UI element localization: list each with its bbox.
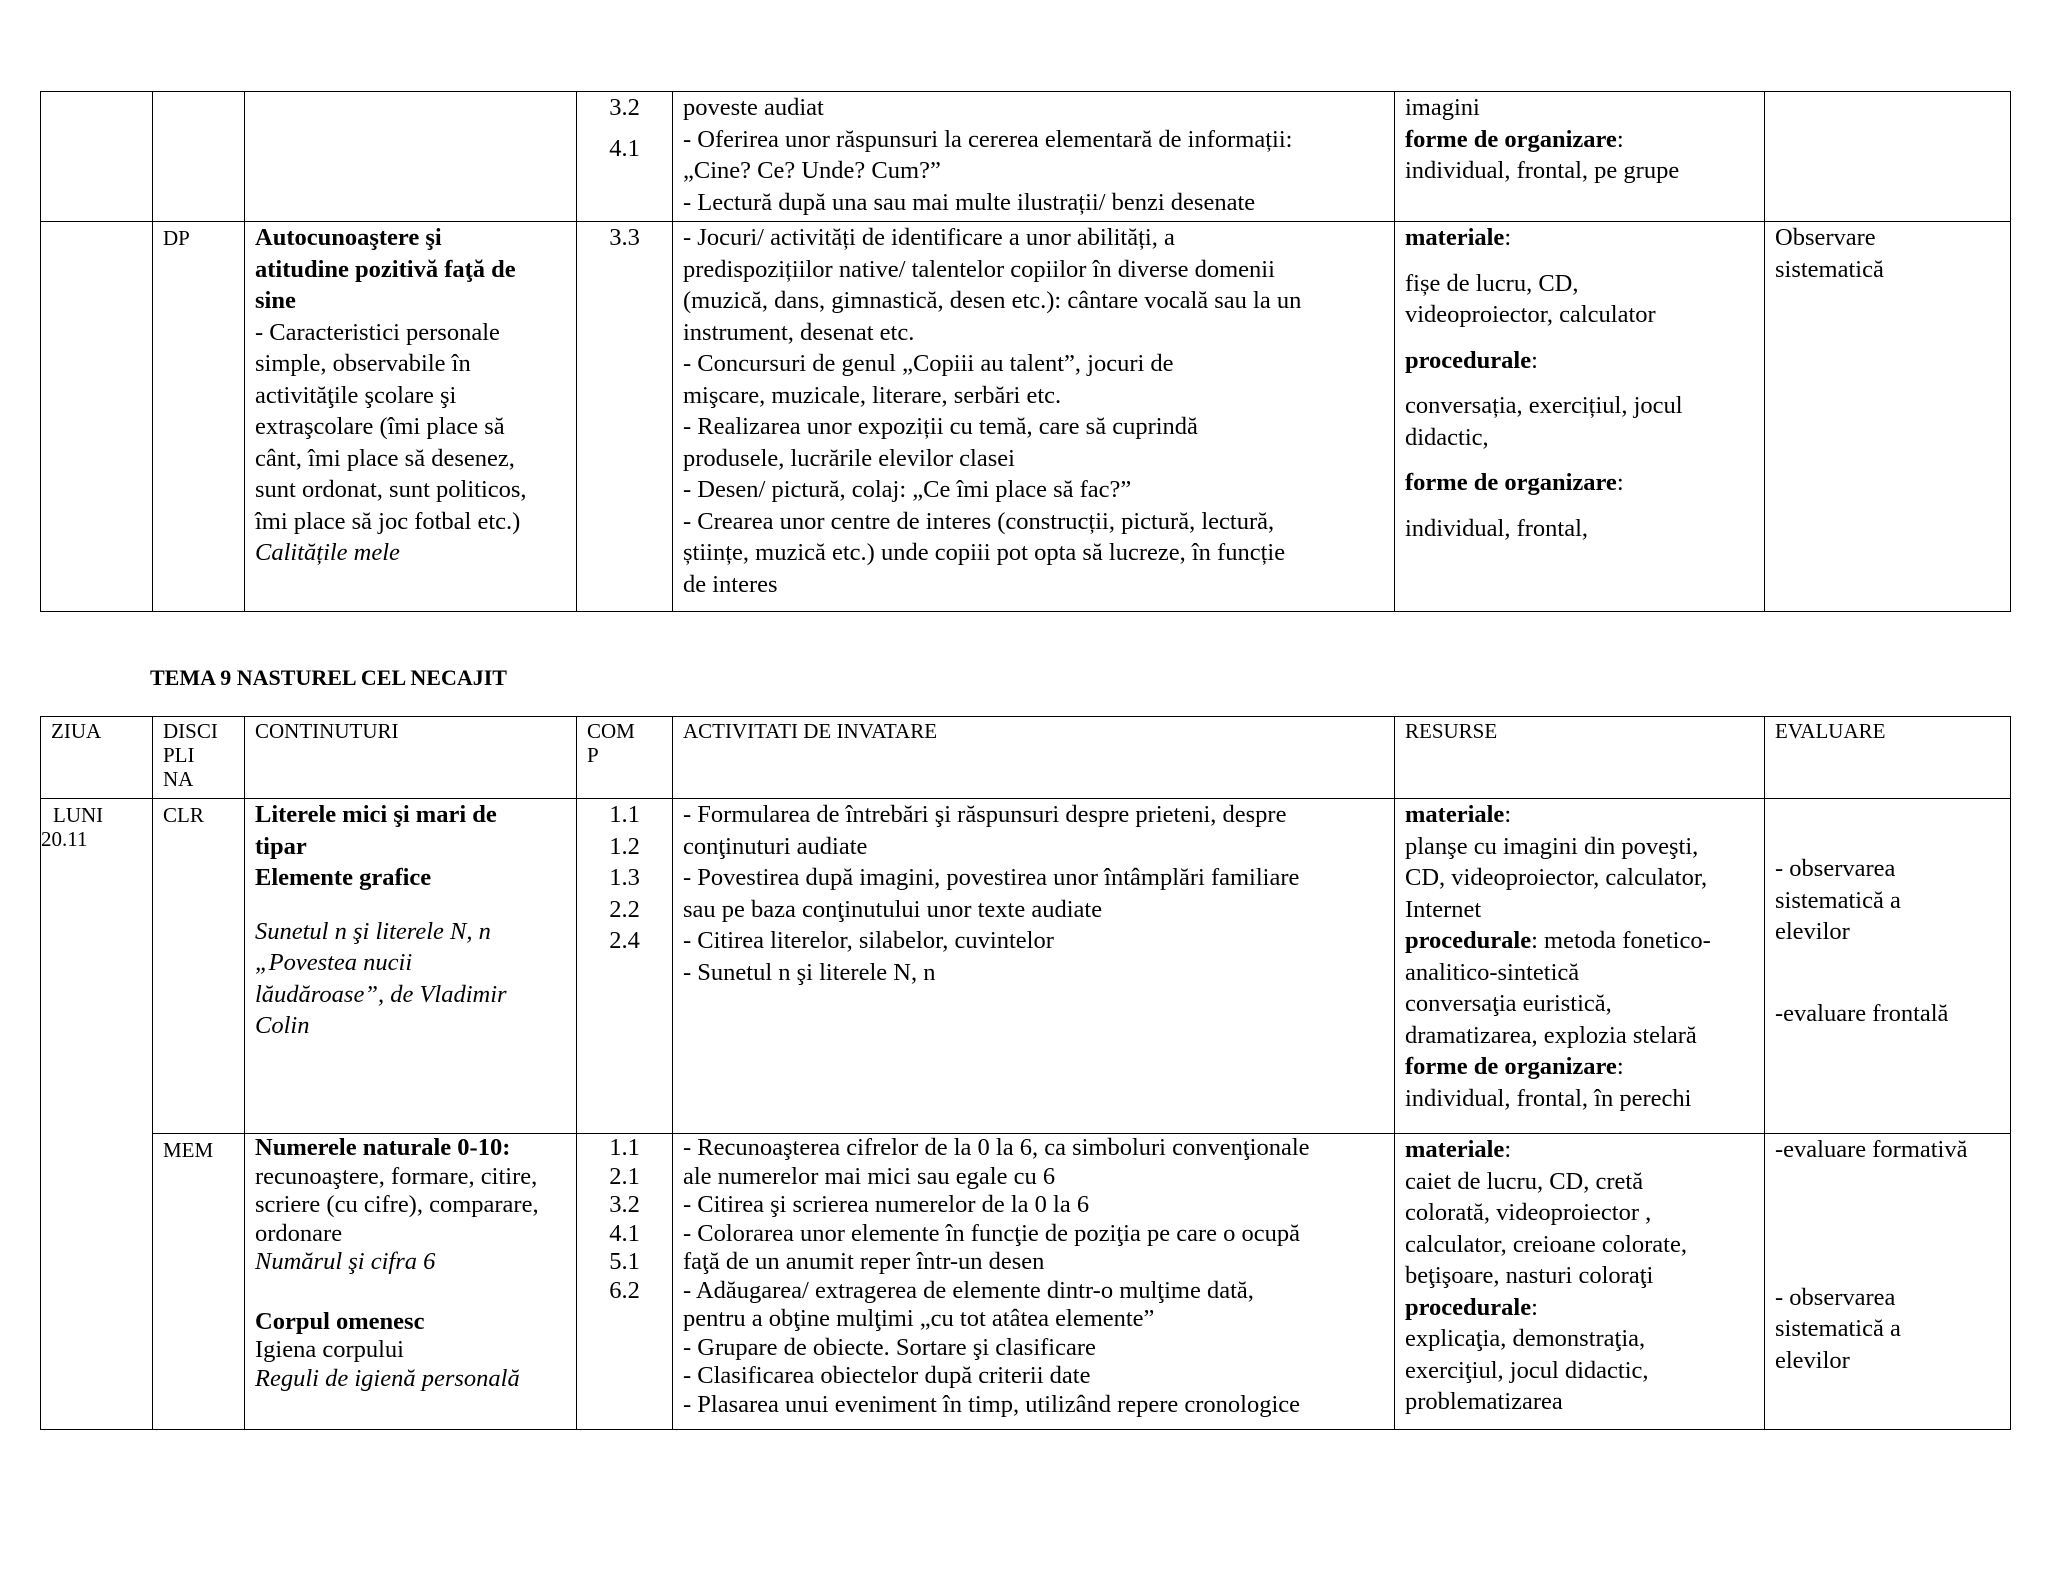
lesson-plan-table [40,716,2011,1430]
header-discipline: DISCI PLI NA [153,717,245,799]
resources-cell: materiale: planşe cu imagini din poveşti, CD, videoproiector, calculator, Internet procedurale: metoda fonetico- analitico-sintetică conversaţia euristică, dramatizarea, explozia stelară forme de organizare: individual, frontal, în perechi [1395,799,1765,1134]
evaluation-cell [1765,92,2011,222]
activities-cell: poveste audiat - Oferirea unor răspunsuri la cererea elementară de informații: „Cine? Ce? Unde? Cum?” - Lectură după una sau mai multe ilustrații/ benzi desenate [673,92,1395,222]
day-cell: LUNI 20.11 [41,799,153,1430]
content-cell: Autocunoaştere şi atitudine pozitivă faţă de sine - Caracteristici personale simple, observabile în activităţile şcolare şi extraşcolare (îmi place să cânt, îmi place să desenez, sunt ordonat, sunt politicos, îmi place să joc fotbal etc.) Calitățile mele [245,222,577,612]
activities-cell: - Jocuri/ activități de identificare a unor abilități, a predispozițiilor native/ talentelor copiilor în diverse domenii (muzică, dans, gimnastică, desen etc.): cântare vocală sau la un instrument, desenat etc. - Concursuri de genul „Copiii au talent”, jocuri de mişcare, muzicale, literare, serbări etc. - Realizarea unor expoziții cu temă, care să cuprindă produsele, lucrările elevilor clasei - Desen/ pictură, colaj: „Ce îmi place să fac?” - Crearea unor centre de interes (construcții, pictură, lectură, științe, muzică etc.) unde copiii pot opta să lucreze, în funcție de interes [673,222,1395,612]
resources-cell: materiale: fișe de lucru, CD, videoproiector, calculator procedurale: conversația, exercițiul, jocul didactic, forme de organizare: individual, frontal, [1395,222,1765,612]
discipline-cell: CLR [153,799,245,1134]
activities-cell: - Formularea de întrebări şi răspunsuri despre prieteni, despre conţinuturi audiate - Povestirea după imagini, povestirea unor întâmplări familiare sau pe baza conţinutului unor texte audiate - Citirea literelor, silabelor, cuvintelor - Sunetul n şi literele N, n [673,799,1395,1134]
table-row [41,92,2011,222]
comp-cell: 3.2 4.1 [577,92,673,222]
day-cell [41,92,153,222]
comp-cell: 1.1 1.2 1.3 2.2 2.4 [577,799,673,1134]
content-cell [245,92,577,222]
comp-cell: 1.1 2.1 3.2 4.1 5.1 6.2 [577,1134,673,1430]
table-row [41,222,2011,612]
header-day: ZIUA [41,717,153,799]
resources-cell: materiale: caiet de lucru, CD, cretă colorată, videoproiector , calculator, creioane colorate, beţişoare, nasturi coloraţi procedurale: explicaţia, demonstraţia, exerciţiul, jocul didactic, problematizarea [1395,1134,1765,1430]
day-cell [41,222,153,612]
activities-cell: - Recunoaşterea cifrelor de la 0 la 6, ca simboluri convenţionale ale numerelor mai mici sau egale cu 6 - Citirea şi scrierea numerelor de la 0 la 6 - Colorarea unor elemente în funcţie de poziţia pe care o ocupă faţă de un anumit reper într-un desen - Adăugarea/ extragerea de elemente dintr-o mulţime dată, pentru a obţine mulţimi „cu tot atâtea elemente” - Grupare de obiecte. Sortare şi clasificare - Clasificarea obiectelor după criterii date - Plasarea unui eveniment în timp, utilizând repere cronologice [673,1134,1395,1430]
evaluation-cell: - observarea sistematică a elevilor -evaluare frontală [1765,799,2011,1134]
table-header-row [41,717,2011,799]
comp-cell: 3.3 [577,222,673,612]
continuation-table [40,91,2011,612]
discipline-cell [153,92,245,222]
theme-title: TEMA 9 NASTUREL CEL NECAJIT [150,665,507,690]
table-row [41,799,2011,1134]
content-cell: Literele mici şi mari de tipar Elemente grafice Sunetul n şi literele N, n „Povestea nucii lăudăroase”, de Vladimir Colin [245,799,577,1134]
evaluation-cell: -evaluare formativă - observarea sistematică a elevilor [1765,1134,2011,1430]
header-activities: ACTIVITATI DE INVATARE [673,717,1395,799]
discipline-cell: MEM [153,1134,245,1430]
header-comp: COM P [577,717,673,799]
header-evaluation: EVALUARE [1765,717,2011,799]
header-resources: RESURSE [1395,717,1765,799]
discipline-cell: DP [153,222,245,612]
content-cell: Numerele naturale 0-10: recunoaştere, formare, citire, scriere (cu cifre), comparare, ordonare Numărul şi cifra 6 Corpul omenesc Igiena corpului Reguli de igienă personală [245,1134,577,1430]
resources-cell: imagini forme de organizare: individual, frontal, pe grupe [1395,92,1765,222]
evaluation-cell: Observare sistematică [1765,222,2011,612]
header-content: CONTINUTURI [245,717,577,799]
table-row [41,1134,2011,1430]
